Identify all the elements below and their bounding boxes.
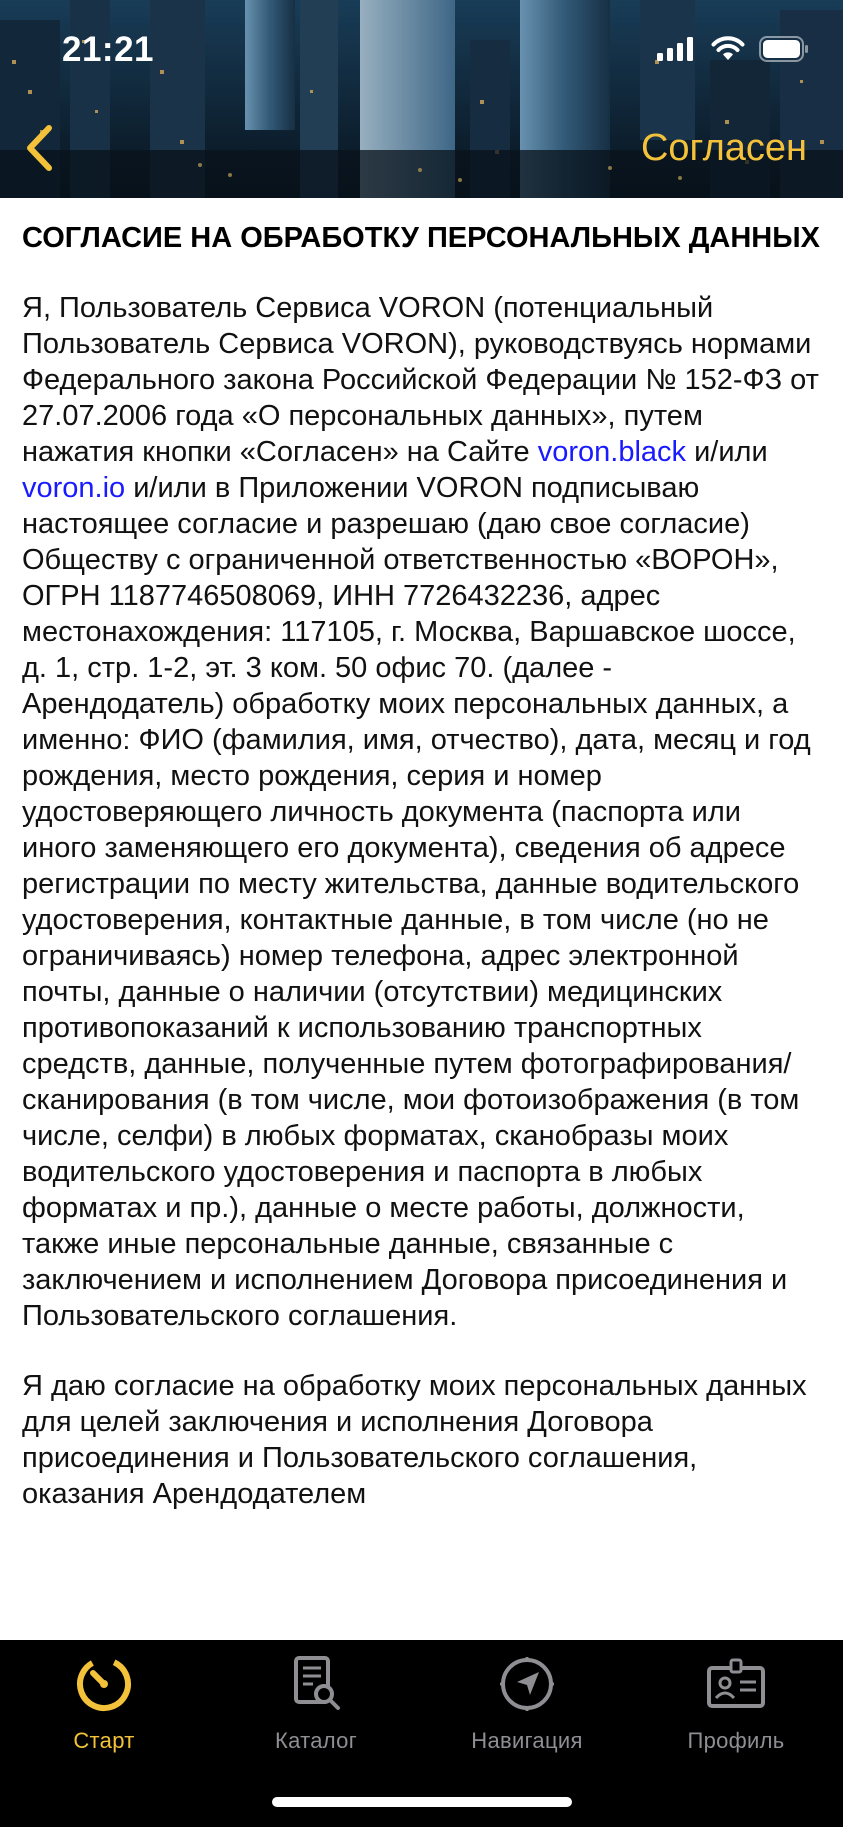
- back-button[interactable]: [14, 118, 64, 178]
- stopwatch-icon: [74, 1654, 134, 1714]
- status-time: 21:21: [62, 30, 155, 69]
- document-title: СОГЛАСИЕ НА ОБРАБОТКУ ПЕРСОНАЛЬНЫХ ДАННЫХ: [22, 222, 820, 254]
- paragraph-consent-2: Я даю согласие на обработку моих персональных данных для целей заключения и исполнения Договора присоединения и Пользовательского соглашения, оказания Арендодателем: [22, 1370, 807, 1510]
- tab-navigation[interactable]: [437, 1654, 617, 1764]
- tab-label: Каталог: [274, 1728, 358, 1753]
- tab-label: Старт: [73, 1728, 135, 1753]
- status-icons: [657, 36, 809, 62]
- catalog-search-icon: [286, 1654, 346, 1714]
- consent-document[interactable]: [0, 198, 843, 1640]
- agree-button[interactable]: Согласен: [640, 127, 807, 169]
- paragraph-consent-1: [22, 290, 821, 1334]
- id-card-icon: [706, 1654, 766, 1714]
- wifi-icon: [711, 36, 745, 62]
- cellular-signal-icon: [657, 37, 697, 61]
- tab-bar: [0, 1640, 843, 1827]
- chevron-left-icon: [24, 124, 54, 172]
- tab-catalog[interactable]: [226, 1654, 406, 1764]
- tab-label: Навигация: [471, 1728, 583, 1753]
- header-background: [0, 0, 843, 198]
- tab-profile[interactable]: [646, 1654, 826, 1764]
- compass-icon: [497, 1654, 557, 1714]
- link-voron-black[interactable]: voron.black: [537, 436, 687, 468]
- paragraph-text: и/или: [686, 436, 768, 468]
- link-voron-io[interactable]: voron.io: [22, 472, 126, 504]
- paragraph-text: Я, Пользователь Сервиса VORON (потенциальный Пользователь Сервиса VORON), руководствуясь нормами Федерального закона Российской Федерации № 152-ФЗ от 27.07.2006 года «О персональных данных», путем нажатия кнопки «Согласен» на Сайте: [22, 292, 819, 468]
- paragraph-text: и/или в Приложении VORON подписываю настоящее согласие и разрешаю (даю свое согласие) Обществу с ограниченной ответственностью «ВОРОН», ОГРН 1187746508069, ИНН 7726432236, адрес местонахождения: 117105, г. Москва, Варшавское шоссе, д. 1, стр. 1-2, эт. 3 ком. 50 офис 70. (далее - Арендодатель) обработку моих персональных данных, а именно: ФИО (фамилия, имя, отчество), дата, месяц и год рождения, место рождения, серия и номер удостоверяющего личность документа (паспорта или иного заменяющего его документа), сведения об адресе регистрации по месту жительства, данные водительского удостоверения, контактные данные, в том числе (но не ограничиваясь) номер телефона, адрес электронной почты, данные о наличии (отсутствии) медицинских противопоказаний к использованию транспортных средств, данные, полученные путем фотографирования/сканирования (в том числе, мои фотоизображения (в том числе, селфи) в любых форматах, сканобразы моих водительского удостоверения и паспорта в любых форматах и пр.), данные о месте работы, должности, также иные персональные данные, связанные с заключением и исполнением Договора присоединения и Пользовательского соглашения.: [22, 472, 811, 1332]
- home-indicator[interactable]: [272, 1797, 572, 1807]
- tab-start[interactable]: [14, 1654, 194, 1764]
- battery-icon: [759, 36, 809, 62]
- tab-label: Профиль: [687, 1728, 785, 1753]
